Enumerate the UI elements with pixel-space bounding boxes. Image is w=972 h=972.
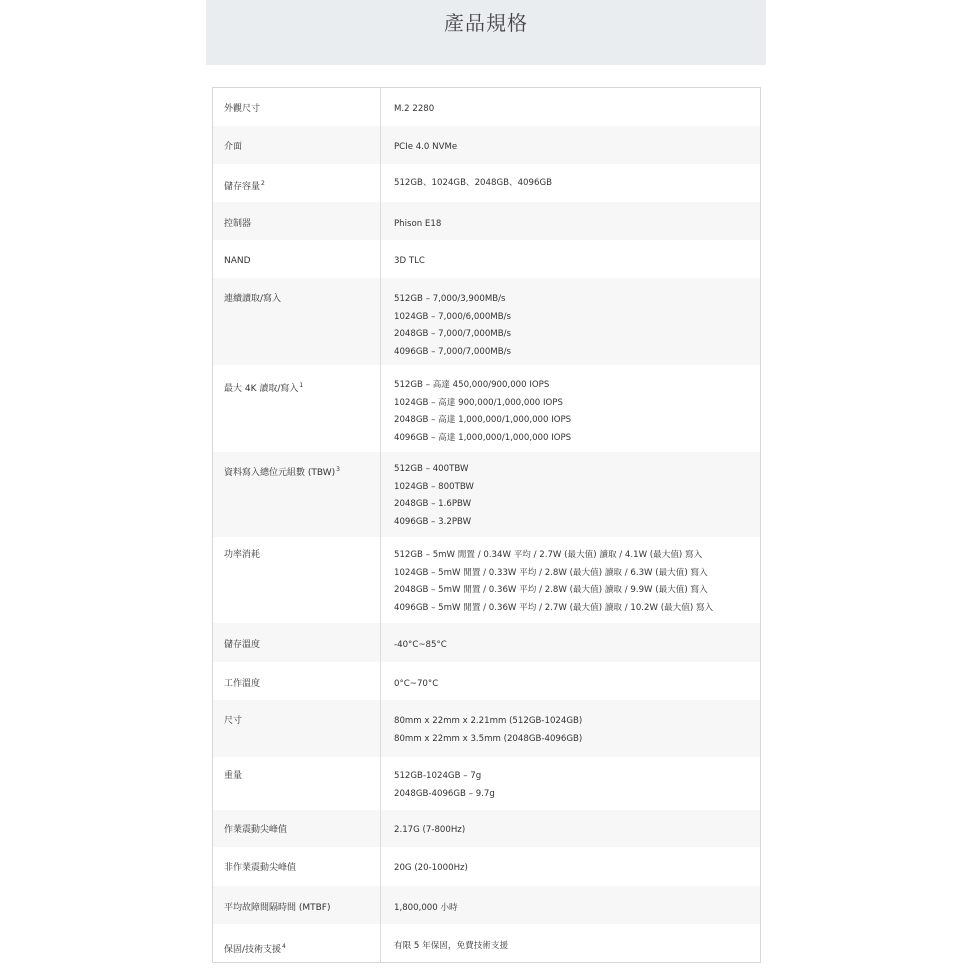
- spec-label: [213, 810, 381, 847]
- spec-row: [213, 278, 760, 365]
- spec-value: [381, 278, 760, 365]
- spec-value: [381, 365, 760, 452]
- spec-row: [213, 924, 760, 962]
- spec-label: [213, 240, 381, 278]
- spec-label: [213, 278, 381, 365]
- spec-row: [213, 623, 760, 662]
- spec-value-line: 1,800,000 小時: [394, 903, 458, 913]
- spec-label: [213, 164, 381, 202]
- spec-row: [213, 365, 760, 452]
- spec-label-text: 最大 4K 讀取/寫入: [224, 384, 299, 394]
- spec-table: [212, 87, 761, 963]
- spec-row: [213, 164, 760, 202]
- spec-label-text: NAND: [224, 256, 251, 266]
- spec-label: [213, 88, 381, 126]
- spec-label: [213, 757, 381, 810]
- spec-value: [381, 126, 760, 164]
- spec-value-line: 4096GB – 5mW 閒置 / 0.36W 平均 / 2.7W (最大值) 讀取 / 10.2W (最大值) 寫入: [394, 602, 714, 613]
- spec-label-text: 介面: [224, 142, 243, 152]
- spec-label: [213, 847, 381, 886]
- spec-row: [213, 886, 760, 924]
- spec-label: [213, 886, 381, 924]
- footnote-marker: 4: [282, 943, 286, 950]
- spec-value-line: PCIe 4.0 NVMe: [394, 142, 458, 152]
- spec-value-line: 80mm x 22mm x 3.5mm (2048GB-4096GB): [394, 733, 583, 744]
- spec-value: [381, 164, 760, 202]
- spec-value-line: 2.17G (7-800Hz): [394, 825, 466, 835]
- spec-row: [213, 810, 760, 847]
- spec-value-line: 1024GB – 5mW 閒置 / 0.33W 平均 / 2.8W (最大值) 讀取 / 6.3W (最大值) 寫入: [394, 567, 708, 578]
- spec-value-line: 512GB – 高達 450,000/900,000 IOPS: [394, 380, 550, 390]
- spec-value-line: 2048GB – 高達 1,000,000/1,000,000 IOPS: [394, 415, 572, 425]
- spec-label-text: 儲存容量: [224, 182, 261, 192]
- footnote-marker: 2: [261, 180, 265, 187]
- spec-value-line: 2048GB – 5mW 閒置 / 0.36W 平均 / 2.8W (最大值) 讀取 / 9.9W (最大值) 寫入: [394, 585, 708, 595]
- spec-value: [381, 810, 760, 847]
- spec-value: [381, 537, 760, 623]
- spec-label-text: 控制器: [224, 219, 252, 229]
- footnote-marker: 3: [336, 466, 340, 473]
- spec-value: [381, 240, 760, 278]
- spec-value-line: 1024GB – 800TBW: [394, 481, 474, 492]
- spec-label: [213, 662, 381, 700]
- spec-value-line: 512GB – 400TBW: [394, 464, 469, 474]
- spec-row: [213, 452, 760, 537]
- spec-value: [381, 847, 760, 886]
- spec-value: [381, 88, 760, 126]
- spec-value-line: 1024GB – 高達 900,000/1,000,000 IOPS: [394, 397, 563, 408]
- spec-value-line: 0°C~70°C: [394, 679, 439, 689]
- spec-label: [213, 452, 381, 537]
- spec-label-text: 儲存溫度: [224, 640, 261, 650]
- spec-label-text: 非作業震動尖峰值: [224, 863, 297, 873]
- spec-label: [213, 537, 381, 623]
- spec-row: [213, 240, 760, 278]
- spec-value-line: 80mm x 22mm x 2.21mm (512GB-1024GB): [394, 716, 583, 726]
- spec-value: [381, 202, 760, 240]
- spec-value: [381, 886, 760, 924]
- spec-label-text: 平均故障間隔時間 (MTBF): [224, 903, 331, 913]
- spec-value-line: 3D TLC: [394, 256, 425, 266]
- spec-label: [213, 365, 381, 452]
- spec-label-text: 資料寫入總位元組數 (TBW): [224, 468, 336, 478]
- spec-value-line: 512GB – 5mW 閒置 / 0.34W 平均 / 2.7W (最大值) 讀取 / 4.1W (最大值) 寫入: [394, 550, 703, 560]
- spec-value: [381, 757, 760, 810]
- spec-value-line: 4096GB – 7,000/7,000MB/s: [394, 346, 511, 357]
- spec-value-line: 20G (20-1000Hz): [394, 863, 468, 873]
- spec-value: [381, 452, 760, 537]
- spec-value-line: 512GB – 7,000/3,900MB/s: [394, 294, 506, 304]
- spec-row: [213, 88, 760, 126]
- spec-value-line: 2048GB – 1.6PBW: [394, 499, 472, 509]
- spec-row: [213, 662, 760, 700]
- spec-value-line: -40°C~85°C: [394, 640, 447, 650]
- page-header: [206, 0, 766, 65]
- spec-row: [213, 202, 760, 240]
- spec-value-line: 512GB-1024GB – 7g: [394, 771, 482, 781]
- spec-value: [381, 662, 760, 700]
- spec-value: [381, 700, 760, 757]
- spec-value-line: 512GB、1024GB、2048GB、4096GB: [394, 178, 553, 188]
- spec-label-text: 保固/技術支援: [224, 945, 282, 955]
- spec-label-text: 重量: [224, 771, 243, 781]
- spec-label-text: 外觀尺寸: [224, 104, 261, 114]
- spec-label-text: 尺寸: [224, 716, 243, 726]
- spec-row: [213, 757, 760, 810]
- spec-label-text: 功率消耗: [224, 550, 261, 560]
- spec-value: [381, 924, 760, 962]
- spec-row: [213, 126, 760, 164]
- spec-row: [213, 537, 760, 623]
- spec-value-line: 4096GB – 高達 1,000,000/1,000,000 IOPS: [394, 432, 572, 443]
- spec-label-text: 作業震動尖峰值: [224, 825, 288, 835]
- spec-label: [213, 700, 381, 757]
- spec-value-line: 有限 5 年保固，免費技術支援: [394, 941, 509, 951]
- spec-value: [381, 623, 760, 662]
- page-title: 產品規格: [444, 11, 528, 35]
- spec-value-line: M.2 2280: [394, 104, 435, 114]
- spec-label: [213, 623, 381, 662]
- spec-value-line: 2048GB-4096GB – 9.7g: [394, 788, 495, 799]
- spec-label: [213, 202, 381, 240]
- spec-label-text: 工作溫度: [224, 679, 261, 689]
- spec-value-line: 2048GB – 7,000/7,000MB/s: [394, 329, 511, 339]
- spec-row: [213, 847, 760, 886]
- spec-label: [213, 126, 381, 164]
- spec-value-line: Phison E18: [394, 219, 442, 229]
- spec-value-line: 4096GB – 3.2PBW: [394, 516, 472, 527]
- footnote-marker: 1: [299, 382, 304, 389]
- spec-row: [213, 700, 760, 757]
- spec-value-line: 1024GB – 7,000/6,000MB/s: [394, 311, 511, 322]
- spec-label-text: 連續讀取/寫入: [224, 294, 282, 304]
- spec-label: [213, 924, 381, 962]
